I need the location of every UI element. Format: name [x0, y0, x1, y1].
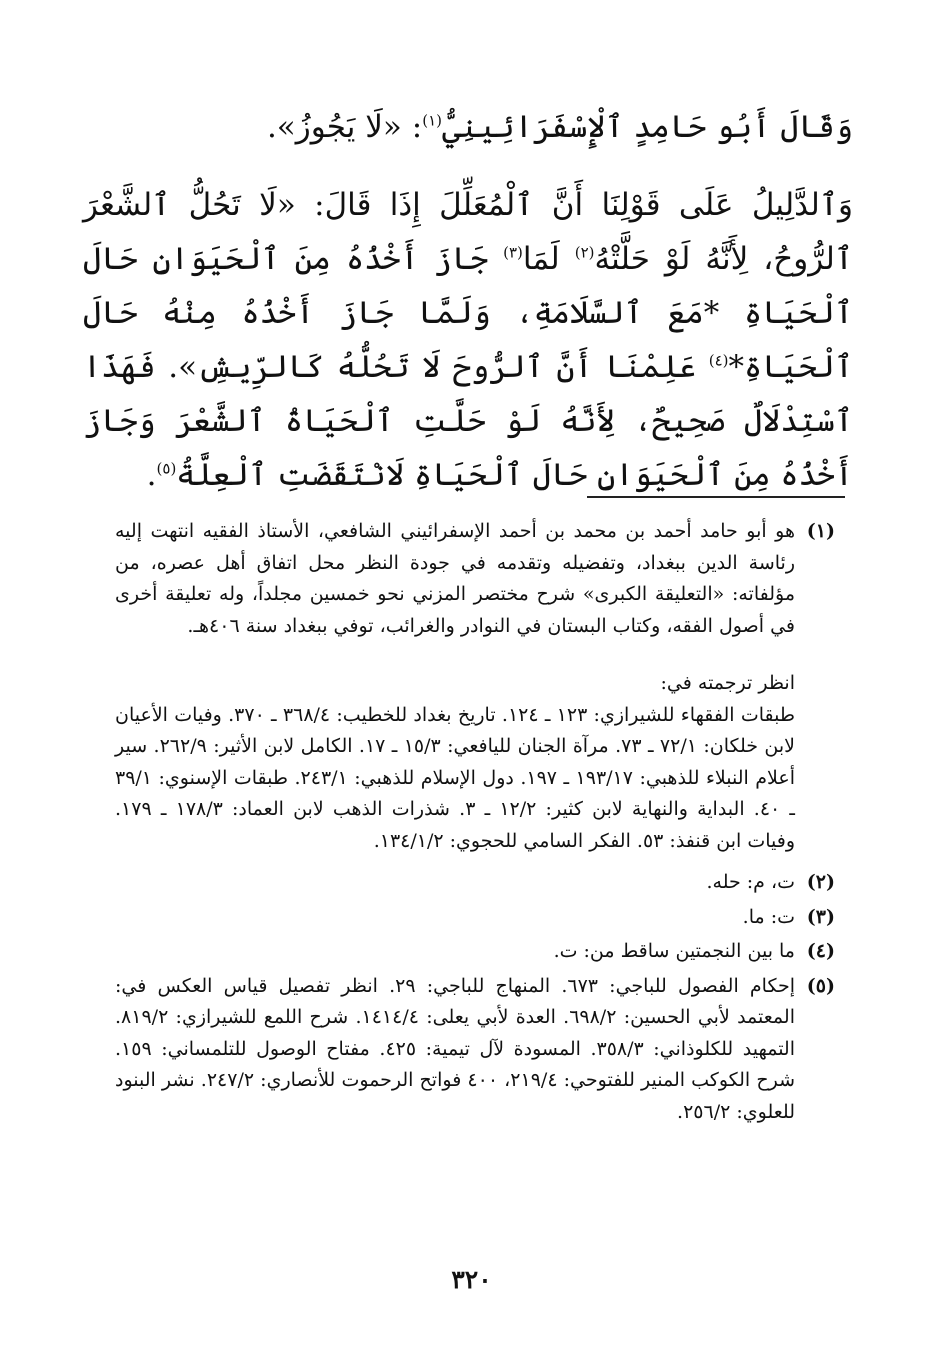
paragraph-1-text: وَقَالَ أَبُو حَامِدٍ ٱلْإِسْفَرَائِينِيُّ	[441, 109, 853, 145]
footnote-4-number: (٤)	[806, 940, 835, 962]
footnote-3-text: ت: ما.	[742, 905, 795, 928]
paragraph-1-end: : «لَا يَجُوزُ».	[266, 109, 423, 145]
footnote-2-number: (٢)	[806, 871, 835, 893]
footnote-5-text: إحكام الفصول للباجي: ٦٧٣. المنهاج للباجي: ٢٩. انظر تفصيل قياس العكس في: المعتمد لأبي الحسين: ٦٩٨/٢. العدة لأبي يعلى: ١٤١٤/٤. شرح اللمع للشيرازي: ٨١٩/٢. التمهيد للكلوذاني: ٣٥٨/٣. المسودة لآل تيمية: ٤٢٥. مفتاح الوصول للتلمساني: ١٥٩. شرح الكوكب المنير للفتوحي: ٢١٩/٤، ٤٠٠ فواتح الرحموت للأنصاري: ٢٤٧/٢. نشر البنود للعلوي: ٢٥٦/٢.	[115, 974, 796, 1123]
footnote-ref-5: (٥)	[156, 459, 177, 478]
footnote-1-text: هو أبو حامد أحمد بن محمد بن أحمد الإسفرائيني الشافعي، الأستاذ الفقيه انتهت إليه رئاسة الدين ببغداد، وتفضيله وتقدمه في جودة النظر محل اتفاق أهل عصره، من مؤلفاته: «التعليقة الكبرى» شرح مختصر المزني نحو خمسين مجلداً، وله تعليقة أخرى في أصول الفقه، وكتاب البستان في النوادر والغرائب، توفي ببغداد سنة ٤٠٦هـ.	[115, 520, 795, 637]
paragraph-2	[83, 178, 853, 502]
footnote-4	[115, 936, 835, 968]
footnotes	[115, 516, 835, 1131]
footnote-4-text: ما بين النجمتين ساقط من: ت.	[553, 940, 795, 962]
paragraph-2-part-b: لَمَا	[522, 241, 575, 277]
paragraph-1	[83, 100, 853, 154]
short-footnotes	[115, 867, 835, 1128]
footnote-3-number: (٣)	[806, 905, 835, 928]
footnote-divider	[587, 496, 845, 498]
paragraph-2-part-d: عَلِمْنَا أَنَّ ٱلرُّوحَ لَا تَحُلُّهُ كَالرِّيشِ». فَهَذَا ٱسْتِدْلَالٌ صَحِيحٌ، لِأَنَّهُ لَوْ حَلَّتِ ٱلْحَيَاةُ ٱلشَّعْرَ وَجَازَ أَخْذُهُ مِنَ ٱلْحَيَوَانِ حَالَ ٱلْحَيَاةِ لَانْتَقَضَتِ ٱلْعِلَّةُ	[83, 349, 853, 493]
footnote-ref-4: (٤)	[708, 351, 729, 370]
footnote-1-sources: طبقات الفقهاء للشيرازي: ١٢٣ ـ ١٢٤. تاريخ بغداد للخطيب: ٣٦٨/٤ ـ ٣٧٠. وفيات الأعيان لابن خلكان: ٧٢/١ ـ ٧٣. مرآة الجنان لليافعي: ١٥/٣ ـ ١٧. الكامل لابن الأثير: ٢٦٢/٩. سير أعلام النبلاء للذهبي: ١٩٣/١٧ ـ ١٩٧. دول الإسلام للذهبي: ٢٤٣/١. طبقات الإسنوي: ٣٩/١ ـ ٤٠. البداية والنهاية لابن كثير: ١٢/٢ ـ ٣. شذرات الذهب لابن العماد: ١٧٨/٣ ـ ١٧٩. وفيات ابن قنفذ: ٥٣. الفكر السامي للحجوي: ١٣٤/١/٢.	[115, 703, 795, 852]
paragraph-2-part-a: وَٱلدَّلِيلُ عَلَى قَوْلِنَا أَنَّ ٱلْمُعَلِّلَ إِذَا قَالَ: «لَا تَحُلُّ ٱلشَّعْرَ ٱلرُّوحُ، لِأَنَّهُ لَوْ حَلَّتْهُ	[83, 187, 853, 277]
footnote-ref-1: (١)	[422, 111, 442, 130]
footnote-1-body	[115, 516, 795, 857]
footnote-1	[115, 516, 835, 857]
footnote-3	[115, 902, 835, 934]
footnote-5-number: (٥)	[806, 974, 835, 997]
footnote-ref-3: (٣)	[503, 243, 523, 262]
footnote-5	[115, 971, 835, 1129]
footnote-1-number: (١)	[806, 520, 835, 542]
footnote-ref-2: (٢)	[574, 243, 595, 262]
footnote-2-text: ت، م: حله.	[706, 871, 795, 893]
page-number: ٣٢٠	[451, 1265, 492, 1294]
footnote-2	[115, 867, 835, 899]
paragraph-2-end: .	[146, 457, 157, 493]
footnote-1-sources-intro: انظر ترجمته في:	[660, 672, 795, 694]
main-text	[83, 100, 853, 526]
paragraph-2-part-c: جَازَ أَخْذُهُ مِنَ ٱلْحَيَوَانِ حَالَ ٱلْحَيَاةِ *مَعَ ٱلسَّلَامَةِ، وَلَمَّا جَازَ أَخْذُهُ مِنْهُ حَالَ ٱلْحَيَاةِ*	[83, 241, 853, 385]
